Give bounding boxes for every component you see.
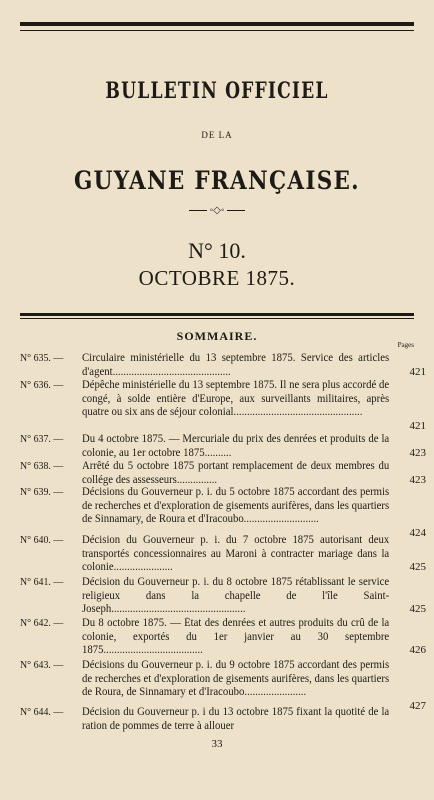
entry-text: Décisions du Gouverneur p. i. du 5 octobre 1875 accordant des permis de recherches et d'exploration de gisements aurifères, dans les quartiers de Sinnamary, de Roura et d'Iracoubo............................ <box>82 486 390 526</box>
page-number: 33 <box>211 738 223 750</box>
entry-text: Du 8 octobre 1875. — État des denrées et autres produits du crû de la colonie, exportés du 1er janvier au 30 septembre 1875..................................... <box>82 617 390 657</box>
entry-number: N° 640. — <box>20 534 64 546</box>
ornament-line-right <box>227 210 245 211</box>
entry-number: N° 637. — <box>20 433 64 445</box>
mid-rule-thin <box>20 318 414 319</box>
entry-number: N° 642. — <box>20 617 64 629</box>
entry-text: Circulaire ministérielle du 13 septembre 1875. Service des articles d'agent............................................ <box>82 352 390 378</box>
issue-number: N° 10. <box>188 238 246 263</box>
entry-number: N° 644. — <box>20 706 64 718</box>
entry-number: N° 638. — <box>20 460 64 472</box>
entry-text: Décision du Gouverneur p. i du 13 octobre 1875 fixant la quotité de la ration de pommes de terre à allouer <box>82 706 390 732</box>
entry-number: N° 636. — <box>20 379 64 391</box>
colony-title: GUYANE FRANÇAISE. <box>74 166 360 195</box>
entry-number: N° 635. — <box>20 352 64 364</box>
entry-number: N° 643. — <box>20 659 64 671</box>
entry-text: Décision du Gouverneur p. i. du 8 octobre 1875 rétablissant le service religieux dans la chapelle de l'île Saint-Joseph.................................................. <box>82 576 390 616</box>
issue-date: OCTOBRE 1875. <box>138 266 296 290</box>
entry-number: N° 639. — <box>20 486 64 498</box>
entry-text: Du 4 octobre 1875. — Mercuriale du prix des denrées et produits de la colonie, au 1er octobre 1875.......... <box>82 433 390 459</box>
entry-page: 421 <box>409 365 426 378</box>
top-rule-thin <box>20 30 414 31</box>
entry-page: 423 <box>409 473 426 486</box>
entry-text: Décisions du Gouverneur p. i. du 9 octobre 1875 accordant des permis de recherches et d'exploration de gisements aurifères, dans les quartiers de Roura, de Sinnamary et d'Iracoubo....................... <box>82 659 390 699</box>
entry-page: 425 <box>409 561 426 574</box>
entry-text: Décision du Gouverneur p. i. du 7 octobre 1875 autorisant deux transportés concessionnaires au Maroni à contracter mariage dans la colonie...................... <box>82 534 390 574</box>
ornament-divider <box>0 205 434 216</box>
summary-heading: SOMMAIRE. <box>176 329 258 343</box>
entry-page: 427 <box>409 699 426 712</box>
entry-page: 425 <box>409 603 426 616</box>
pages-column-label: Pages <box>397 341 414 349</box>
entry-text: Arrêté du 5 octobre 1875 portant remplacement de deux membres du collége des assesseurs............... <box>82 460 390 486</box>
entry-page: 426 <box>409 644 426 657</box>
title-connector: DE LA <box>201 130 233 140</box>
ornament-line-left <box>189 210 207 211</box>
entry-page: 421 <box>409 419 426 432</box>
bulletin-title: BULLETIN OFFICIEL <box>105 78 329 104</box>
entry-page: 423 <box>409 446 426 459</box>
mid-rule-thick <box>20 313 414 316</box>
ornament-icon: ◦◇◦ <box>209 205 225 216</box>
entry-text: Dépêche ministérielle du 13 septembre 1875. Il ne sera plus accordé de congé, à solde entière d'Europe, aux surveillants militaires, après quatre ou six ans de séjour colonial................................................ <box>82 379 390 419</box>
entry-number: N° 641. — <box>20 576 64 588</box>
entry-page: 424 <box>409 526 426 539</box>
top-rule-thick <box>20 22 414 26</box>
